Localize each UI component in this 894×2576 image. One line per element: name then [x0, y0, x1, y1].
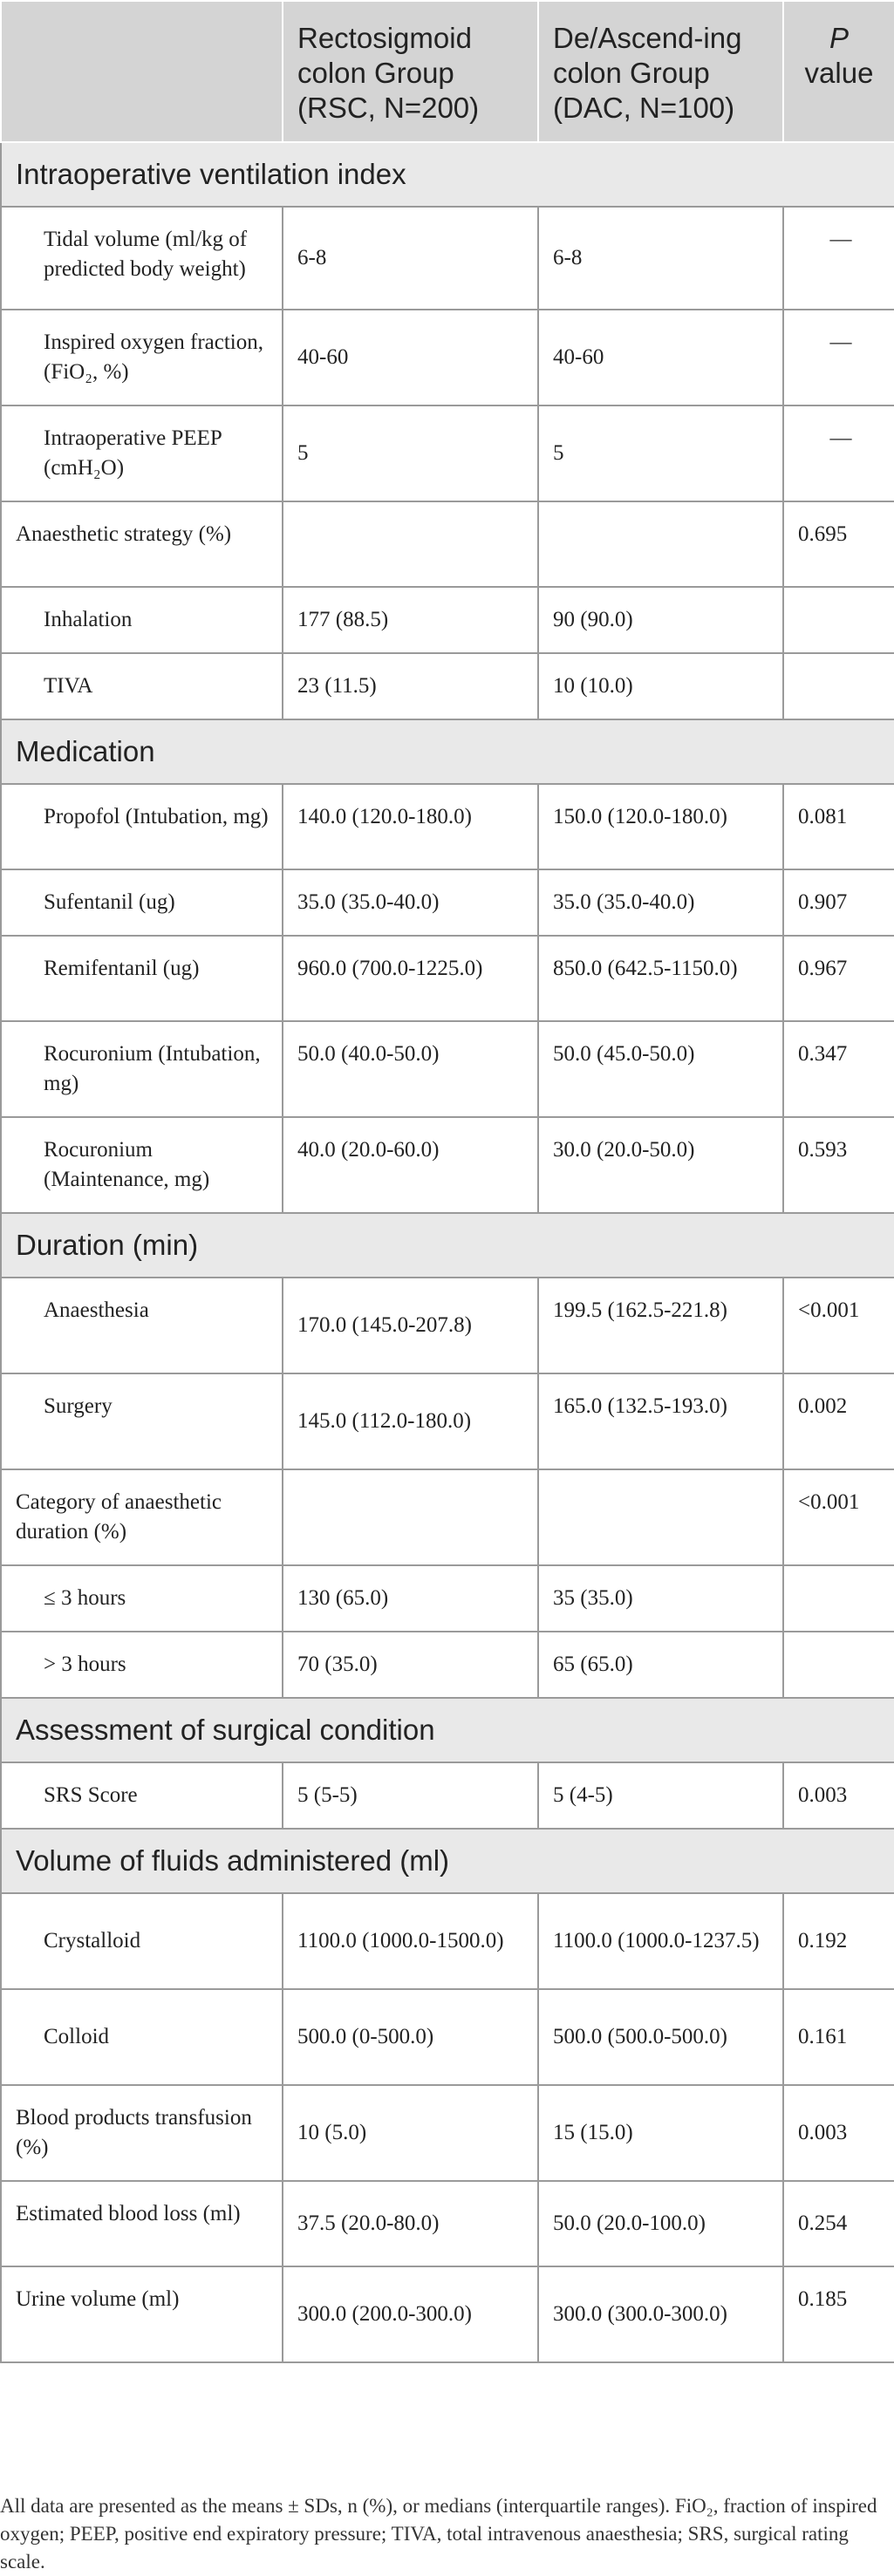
section-row: [1, 1213, 894, 1278]
dac-value: 150.0 (120.0-180.0): [538, 784, 783, 869]
header-p-value: [783, 1, 894, 142]
table-row: [1, 501, 894, 587]
dac-value: 1100.0 (1000.0-1237.5): [538, 1893, 783, 1989]
p-value: 0.002: [783, 1373, 894, 1469]
row-label: Sufentanil (ug): [1, 869, 283, 936]
dac-value: 5 (4-5): [538, 1762, 783, 1829]
rsc-value: 50.0 (40.0-50.0): [283, 1021, 538, 1117]
section-fluids: Volume of fluids administered (ml): [1, 1829, 894, 1893]
row-label: Inspired oxygen fraction, (FiO₂, %): [1, 310, 283, 405]
dac-value: 15 (15.0): [538, 2085, 783, 2181]
dac-value: 35.0 (35.0-40.0): [538, 869, 783, 936]
p-value: [783, 653, 894, 719]
rsc-value: 145.0 (112.0-180.0): [283, 1373, 538, 1469]
rsc-value: 40.0 (20.0-60.0): [283, 1117, 538, 1213]
section-row: [1, 1829, 894, 1893]
p-value: 0.347: [783, 1021, 894, 1117]
table-body: [1, 142, 894, 2362]
table-row: [1, 587, 894, 653]
table-row: [1, 2181, 894, 2266]
table-row: [1, 869, 894, 936]
dac-value: 300.0 (300.0-300.0): [538, 2266, 783, 2362]
p-value: 0.695: [783, 501, 894, 587]
table-row: [1, 1278, 894, 1373]
row-label: Category of anaesthetic duration (%): [1, 1469, 283, 1565]
header-dac-group: De/Ascend-ing colon Group (DAC, N=100): [538, 1, 783, 142]
row-label: > 3 hours: [1, 1632, 283, 1698]
table-row: [1, 2085, 894, 2181]
row-label: Remifentanil (ug): [1, 936, 283, 1021]
p-value: [783, 1565, 894, 1632]
dac-value: 10 (10.0): [538, 653, 783, 719]
table-row: [1, 936, 894, 1021]
section-medication: Medication: [1, 719, 894, 784]
rsc-value: [283, 501, 538, 587]
row-label: Colloid: [1, 1989, 283, 2085]
dac-value: 500.0 (500.0-500.0): [538, 1989, 783, 2085]
p-value: 0.081: [783, 784, 894, 869]
header-row: [1, 1, 894, 142]
header-p-letter: P: [829, 22, 849, 54]
header-value-word: value: [804, 57, 874, 89]
p-value: 0.967: [783, 936, 894, 1021]
table-row: [1, 1893, 894, 1989]
table-footnote: All data are presented as the means ± SDs, n (%), or medians (interquartile ranges). FiO₂, fraction of inspired oxygen; PEEP, positive end expiratory pressure; TIVA, total intravenous anaesthesia; SRS, surgical rating scale.: [0, 2495, 877, 2573]
section-duration: Duration (min): [1, 1213, 894, 1278]
p-value: —: [783, 310, 894, 405]
dac-value: 90 (90.0): [538, 587, 783, 653]
dac-value: 35 (35.0): [538, 1565, 783, 1632]
row-label: Crystalloid: [1, 1893, 283, 1989]
p-value: 0.003: [783, 1762, 894, 1829]
dac-value: 6-8: [538, 207, 783, 310]
rsc-value: 70 (35.0): [283, 1632, 538, 1698]
table-row: [1, 310, 894, 405]
section-surgical-condition: Assessment of surgical condition: [1, 1698, 894, 1762]
section-row: [1, 1698, 894, 1762]
rsc-value: 130 (65.0): [283, 1565, 538, 1632]
rsc-value: 40-60: [283, 310, 538, 405]
p-value: —: [783, 405, 894, 501]
dac-value: 65 (65.0): [538, 1632, 783, 1698]
table-row: [1, 1373, 894, 1469]
dac-value: 40-60: [538, 310, 783, 405]
dac-value: [538, 501, 783, 587]
row-label: SRS Score: [1, 1762, 283, 1829]
p-value: 0.254: [783, 2181, 894, 2266]
rsc-value: 300.0 (200.0-300.0): [283, 2266, 538, 2362]
p-value: <0.001: [783, 1469, 894, 1565]
p-value: 0.192: [783, 1893, 894, 1989]
rsc-value: 960.0 (700.0-1225.0): [283, 936, 538, 1021]
p-value: —: [783, 207, 894, 310]
section-row: [1, 719, 894, 784]
rsc-value: [283, 1469, 538, 1565]
row-label: Propofol (Intubation, mg): [1, 784, 283, 869]
row-label: Tidal volume (ml/kg of predicted body weight): [1, 207, 283, 310]
p-value: 0.185: [783, 2266, 894, 2362]
rsc-value: 170.0 (145.0-207.8): [283, 1278, 538, 1373]
dac-value: 50.0 (20.0-100.0): [538, 2181, 783, 2266]
p-value: 0.003: [783, 2085, 894, 2181]
dac-value: 50.0 (45.0-50.0): [538, 1021, 783, 1117]
rsc-value: 5: [283, 405, 538, 501]
rsc-value: 1100.0 (1000.0-1500.0): [283, 1893, 538, 1989]
p-value: [783, 1632, 894, 1698]
dac-value: 30.0 (20.0-50.0): [538, 1117, 783, 1213]
table-row: [1, 1565, 894, 1632]
table-row: [1, 1632, 894, 1698]
p-value: 0.161: [783, 1989, 894, 2085]
rsc-value: 37.5 (20.0-80.0): [283, 2181, 538, 2266]
row-label: Inhalation: [1, 587, 283, 653]
row-label: Rocuronium (Maintenance, mg): [1, 1117, 283, 1213]
row-label: Anaesthesia: [1, 1278, 283, 1373]
section-row: [1, 142, 894, 207]
row-label: Anaesthetic strategy (%): [1, 501, 283, 587]
rsc-value: 35.0 (35.0-40.0): [283, 869, 538, 936]
p-value: 0.907: [783, 869, 894, 936]
table-header: [1, 1, 894, 142]
rsc-value: 6-8: [283, 207, 538, 310]
dac-value: 5: [538, 405, 783, 501]
rsc-value: 500.0 (0-500.0): [283, 1989, 538, 2085]
row-label: ≤ 3 hours: [1, 1565, 283, 1632]
table-row: [1, 405, 894, 501]
row-label: Urine volume (ml): [1, 2266, 283, 2362]
p-value: <0.001: [783, 1278, 894, 1373]
table-row: [1, 1469, 894, 1565]
row-label: Blood products transfusion (%): [1, 2085, 283, 2181]
header-label-column: [1, 1, 283, 142]
rsc-value: 5 (5-5): [283, 1762, 538, 1829]
row-label: TIVA: [1, 653, 283, 719]
row-label: Intraoperative PEEP (cmH₂O): [1, 405, 283, 501]
table-row: [1, 1021, 894, 1117]
p-value: [783, 587, 894, 653]
header-rsc-group: Rectosigmoid colon Group (RSC, N=200): [283, 1, 538, 142]
row-label: Estimated blood loss (ml): [1, 2181, 283, 2266]
rsc-value: 10 (5.0): [283, 2085, 538, 2181]
dac-value: 199.5 (162.5-221.8): [538, 1278, 783, 1373]
table-row: [1, 784, 894, 869]
row-label: Rocuronium (Intubation, mg): [1, 1021, 283, 1117]
section-ventilation: Intraoperative ventilation index: [1, 142, 894, 207]
row-label: Surgery: [1, 1373, 283, 1469]
dac-value: 850.0 (642.5-1150.0): [538, 936, 783, 1021]
table-row: [1, 653, 894, 719]
rsc-value: 177 (88.5): [283, 587, 538, 653]
p-value: 0.593: [783, 1117, 894, 1213]
dac-value: [538, 1469, 783, 1565]
table-row: [1, 207, 894, 310]
table-row: [1, 1989, 894, 2085]
table-row: [1, 1117, 894, 1213]
rsc-value: 140.0 (120.0-180.0): [283, 784, 538, 869]
dac-value: 165.0 (132.5-193.0): [538, 1373, 783, 1469]
table-row: [1, 1762, 894, 1829]
rsc-value: 23 (11.5): [283, 653, 538, 719]
table-row: [1, 2266, 894, 2362]
